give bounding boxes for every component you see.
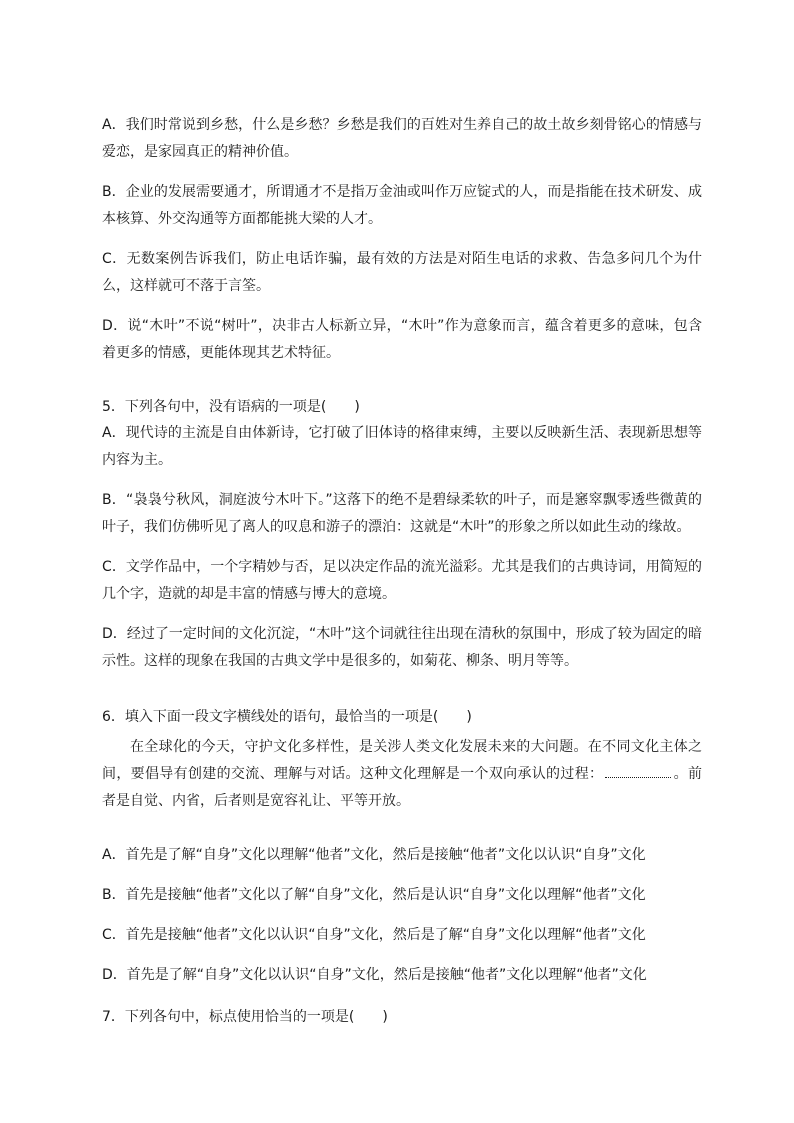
q5-option-d: D．经过了一定时间的文化沉淀，“木叶”这个词就往往出现在清秋的氛围中，形成了较为固定的暗示性。这样的现象在我国的古典文学中是很多的，如菊花、柳条、明月等等。: [102, 626, 702, 669]
q6-option-a: A．首先是了解“自身”文化以理解“他者”文化，然后是接触“他者”文化以认识“自身”文化: [102, 847, 646, 863]
q5-option-c: C．文学作品中，一个字精妙与否，足以决定作品的流光溢彩。尤其是我们的古典诗词，用简短的几个字，造就的却是丰富的情感与博大的意境。: [102, 559, 702, 602]
q6-stem: 6．填入下面一段文字横线处的语句，最恰当的一项是( ): [102, 709, 472, 725]
q4-option-a: A．我们时常说到乡愁，什么是乡愁？乡愁是我们的百姓对生养自己的故土故乡刻骨铭心的情感与爱恋，是家园真正的精神价值。: [102, 117, 702, 160]
q4-option-c: C．无数案例告诉我们，防止电话诈骗，最有效的方法是对陌生电话的求救、告急多问几个为什么，这样就可不落于言筌。: [102, 251, 702, 294]
q6-passage-after: 。前者是自觉、内省，后者则是宽容礼让、平等开放。: [102, 766, 703, 809]
q6-passage: [102, 734, 702, 815]
q5-option-a: A．现代诗的主流是自由体新诗，它打破了旧体诗的格律束缚，主要以反映新生活、表现新思想等内容为主。: [102, 425, 702, 468]
q7-stem: 7．下列各句中，标点使用恰当的一项是( ): [102, 1009, 388, 1025]
q5-option-b: B．“袅袅兮秋风，洞庭波兮木叶下。”这落下的绝不是碧绿柔软的叶子，而是窸窣飘零透些微黄的叶子，我们仿佛听见了离人的叹息和游子的漂泊：这就是“木叶”的形象之所以如此生动的缘故。: [102, 492, 702, 535]
q6-option-d: D．首先是了解“自身”文化以认识“自身”文化，然后是接触“他者”文化以理解“他者”文化: [102, 967, 647, 983]
q5-stem: 5．下列各句中，没有语病的一项是( ): [102, 399, 360, 415]
q6-option-b: B．首先是接触“他者”文化以了解“自身”文化，然后是认识“自身”文化以理解“他者”文化: [102, 887, 646, 903]
q4-option-b: B．企业的发展需要通才，所谓通才不是指万金油或叫作万应锭式的人，而是指能在技术研发、成本核算、外交沟通等方面都能挑大梁的人才。: [102, 184, 702, 227]
q6-option-c: C．首先是接触“他者”文化以认识“自身”文化，然后是了解“自身”文化以理解“他者”文化: [102, 927, 646, 943]
q4-option-d: D．说“木叶”不说“树叶”，决非古人标新立异，“木叶”作为意象而言，蕴含着更多的意味，包含着更多的情感，更能体现其艺术特征。: [102, 318, 702, 361]
q6-passage-before: 在全球化的今天，守护文化多样性，是关涉人类文化发展未来的大问题。在不同文化主体之间，要倡导有创建的交流、理解与对话。这种文化理解是一个双向承认的过程：: [102, 739, 702, 782]
fill-in-blank: [605, 763, 671, 778]
